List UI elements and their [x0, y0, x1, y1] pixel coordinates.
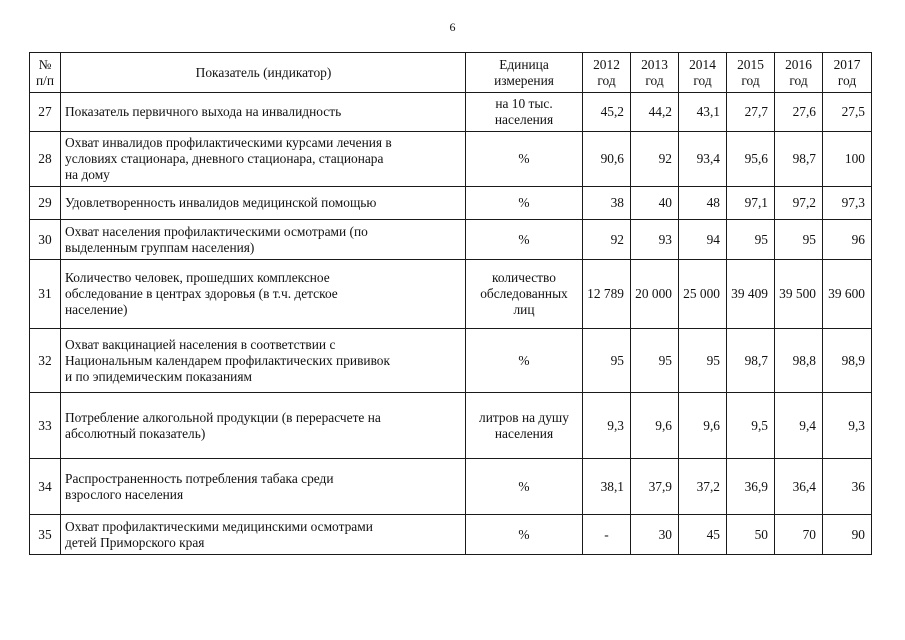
row-indicator-line: выделенным группам населения) — [65, 239, 255, 255]
row-value: 95,6 — [727, 132, 775, 187]
row-value: 97,2 — [775, 187, 823, 220]
row-value: 27,5 — [823, 93, 872, 132]
header-year — [679, 53, 727, 93]
row-value: 96 — [823, 220, 872, 260]
header-unit — [466, 53, 583, 93]
row-indicator — [61, 515, 466, 555]
row-unit — [466, 132, 583, 187]
row-value: 98,7 — [775, 132, 823, 187]
row-value: 9,3 — [823, 393, 872, 459]
header-unit-line: Единица — [499, 56, 549, 72]
row-value: 98,8 — [775, 329, 823, 393]
row-value: 39 500 — [775, 260, 823, 329]
row-value: 45,2 — [583, 93, 631, 132]
row-indicator-line: абсолютный показатель) — [65, 425, 206, 441]
row-unit-line: % — [518, 478, 530, 494]
table-row — [30, 515, 872, 555]
row-value: 48 — [679, 187, 727, 220]
row-number: 30 — [30, 220, 61, 260]
row-value: 70 — [775, 515, 823, 555]
row-value: 98,9 — [823, 329, 872, 393]
row-number: 34 — [30, 459, 61, 515]
row-value: 37,9 — [631, 459, 679, 515]
row-unit-line: населения — [494, 425, 554, 441]
row-value: 92 — [583, 220, 631, 260]
row-indicator — [61, 132, 466, 187]
row-value: 43,1 — [679, 93, 727, 132]
row-value: 95 — [727, 220, 775, 260]
header-year — [727, 53, 775, 93]
header-number-line: п/п — [35, 72, 55, 88]
header-year — [775, 53, 823, 93]
row-indicator-line: и по эпидемическим показаниям — [65, 368, 252, 384]
row-indicator-line: Охват населения профилактическими осмотрами (по — [65, 223, 368, 239]
row-indicator — [61, 260, 466, 329]
header-year-value: 2012 — [593, 56, 620, 72]
header-year-suffix: год — [645, 72, 664, 88]
table-row — [30, 393, 872, 459]
row-indicator — [61, 93, 466, 132]
row-indicator — [61, 393, 466, 459]
header-year-value: 2015 — [737, 56, 764, 72]
row-value: 27,7 — [727, 93, 775, 132]
header-year-value: 2017 — [833, 56, 861, 72]
row-unit — [466, 260, 583, 329]
row-value: 90,6 — [583, 132, 631, 187]
row-indicator-line: Удовлетворенность инвалидов медицинской помощью — [65, 195, 377, 210]
table-row — [30, 260, 872, 329]
page-number: 6 — [449, 20, 456, 34]
row-value: 9,4 — [775, 393, 823, 459]
header-year-value: 2016 — [785, 56, 812, 72]
table-row — [30, 220, 872, 260]
row-value: 95 — [679, 329, 727, 393]
table-header-row — [30, 53, 872, 93]
row-number: 33 — [30, 393, 61, 459]
row-value: 50 — [727, 515, 775, 555]
row-value: 100 — [823, 132, 872, 187]
row-indicator-line: Показатель первичного выхода на инвалидность — [65, 104, 342, 119]
row-indicator-line: Охват вакцинацией населения в соответствии с — [65, 336, 336, 352]
row-value: 93 — [631, 220, 679, 260]
header-year-suffix: год — [741, 72, 760, 88]
row-indicator-line: взрослого населения — [65, 486, 184, 502]
table-row — [30, 329, 872, 393]
row-value: 20 000 — [631, 260, 679, 329]
header-number-line: № — [38, 56, 52, 72]
row-indicator-line: Потребление алкогольной продукции (в перерасчете на — [65, 409, 381, 425]
table-row — [30, 187, 872, 220]
row-value: 92 — [631, 132, 679, 187]
header-year-suffix: год — [597, 72, 616, 88]
row-unit — [466, 187, 583, 220]
row-indicator — [61, 459, 466, 515]
row-indicator-line: Охват инвалидов профилактическими курсами лечения в — [65, 135, 392, 150]
row-number: 28 — [30, 132, 61, 187]
row-unit — [466, 329, 583, 393]
row-indicator — [61, 187, 466, 220]
row-unit — [466, 515, 583, 555]
header-year — [631, 53, 679, 93]
header-year-suffix: год — [789, 72, 808, 88]
row-indicator-line: на дому — [65, 167, 110, 182]
row-unit-line: % — [518, 195, 530, 210]
header-year — [823, 53, 872, 93]
row-value: 36,4 — [775, 459, 823, 515]
row-indicator-line: условиях стационара, дневного стационара, стационара — [65, 151, 384, 166]
row-unit-line: обследованных — [480, 286, 568, 301]
row-unit — [466, 393, 583, 459]
row-unit — [466, 220, 583, 260]
row-unit-line: литров на душу — [479, 409, 569, 425]
row-value: 12 789 — [583, 260, 631, 329]
row-value: 36,9 — [727, 459, 775, 515]
header-year-suffix: год — [837, 72, 857, 88]
row-indicator — [61, 329, 466, 393]
row-value: 9,6 — [679, 393, 727, 459]
row-value: 37,2 — [679, 459, 727, 515]
row-unit — [466, 459, 583, 515]
row-indicator-line: Охват профилактическими медицинскими осмотрами — [65, 518, 373, 534]
row-value: 44,2 — [631, 93, 679, 132]
header-year-suffix: год — [693, 72, 712, 88]
row-indicator-line: обследование в центрах здоровья (в т.ч. детское — [65, 286, 338, 301]
row-value: 95 — [775, 220, 823, 260]
row-value: 39 409 — [727, 260, 775, 329]
row-unit-line: на 10 тыс. — [495, 96, 553, 111]
row-unit-line: лиц — [513, 302, 535, 317]
row-value: 97,1 — [727, 187, 775, 220]
row-value: 90 — [823, 515, 872, 555]
row-value: 27,6 — [775, 93, 823, 132]
row-unit-line: % — [518, 231, 530, 247]
row-indicator-line: Количество человек, прошедших комплексное — [65, 270, 330, 285]
row-value: 45 — [679, 515, 727, 555]
row-unit-line: населения — [494, 112, 554, 127]
row-value: 93,4 — [679, 132, 727, 187]
row-unit-line: % — [518, 526, 530, 542]
table-row — [30, 93, 872, 132]
row-number: 27 — [30, 93, 61, 132]
row-number: 35 — [30, 515, 61, 555]
table-row — [30, 132, 872, 187]
row-value: 97,3 — [823, 187, 872, 220]
row-value: 39 600 — [823, 260, 872, 329]
row-indicator-line: Распространенность потребления табака среди — [65, 470, 334, 486]
row-indicator-line: детей Приморского края — [65, 534, 205, 550]
header-indicator: Показатель (индикатор) — [61, 53, 466, 93]
row-value: 38 — [583, 187, 631, 220]
header-year — [583, 53, 631, 93]
row-value: 9,3 — [583, 393, 631, 459]
row-unit-line: % — [518, 151, 530, 166]
header-year-value: 2013 — [641, 56, 668, 72]
row-value: 30 — [631, 515, 679, 555]
row-value: 40 — [631, 187, 679, 220]
row-value: 9,5 — [727, 393, 775, 459]
row-number: 32 — [30, 329, 61, 393]
row-value: 94 — [679, 220, 727, 260]
row-unit — [466, 93, 583, 132]
row-value: 98,7 — [727, 329, 775, 393]
row-indicator — [61, 220, 466, 260]
row-number: 29 — [30, 187, 61, 220]
row-value: 95 — [583, 329, 631, 393]
row-value: - — [583, 515, 631, 555]
row-value: 25 000 — [679, 260, 727, 329]
row-value: 95 — [631, 329, 679, 393]
row-unit-line: % — [518, 352, 530, 368]
header-number — [30, 53, 61, 93]
row-indicator-line: Национальным календарем профилактических прививок — [65, 352, 391, 368]
header-year-value: 2014 — [689, 56, 716, 72]
row-number: 31 — [30, 260, 61, 329]
indicators-table — [29, 52, 872, 555]
row-unit-line: количество — [492, 270, 556, 285]
row-value: 9,6 — [631, 393, 679, 459]
row-indicator-line: население) — [65, 302, 128, 317]
header-unit-line: измерения — [494, 72, 554, 88]
table-row — [30, 459, 872, 515]
row-value: 38,1 — [583, 459, 631, 515]
row-value: 36 — [823, 459, 872, 515]
